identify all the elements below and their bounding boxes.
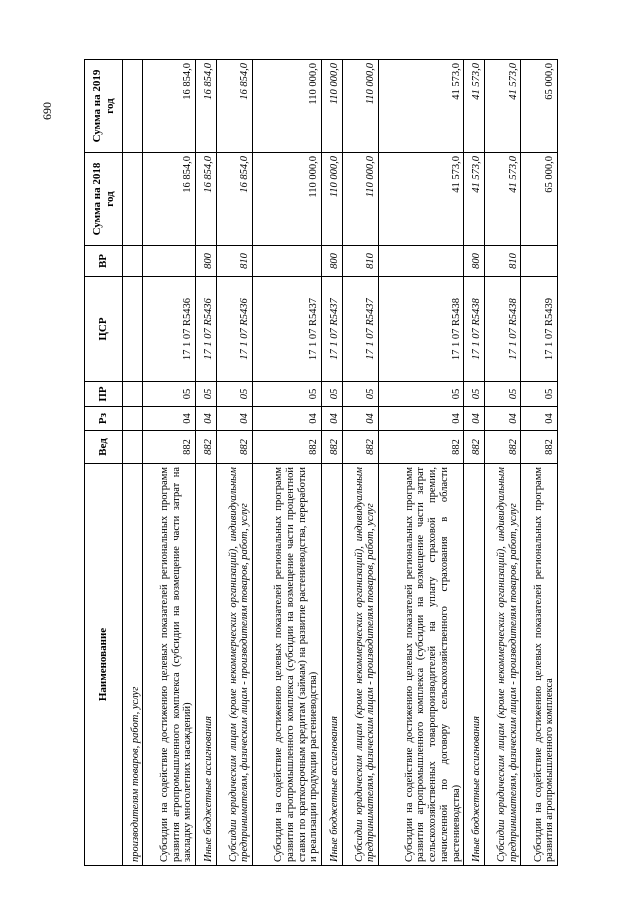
row-sum-2019: 16 854,0 <box>143 60 196 153</box>
row-csr: 17 1 07 R5437 <box>342 277 379 382</box>
row-rz: 04 <box>521 407 558 431</box>
row-pr: 05 <box>322 382 342 407</box>
table-row <box>196 60 216 866</box>
row-name: Субсидии на содействие достижению целевых показателей региональных программ развития агропромышленного комплекса <box>521 464 558 866</box>
row-csr <box>123 277 143 382</box>
row-ved: 882 <box>216 431 253 464</box>
row-ved: 882 <box>143 431 196 464</box>
row-name: Субсидии юридическим лицам (кроме некоммерческих организаций), индивидуальным предпринимателям, физическим лицам - производителям товаров, работ, услуг <box>216 464 253 866</box>
row-sum-2019: 41 573,0 <box>379 60 464 153</box>
row-rz: 04 <box>216 407 253 431</box>
row-ved: 882 <box>379 431 464 464</box>
row-sum-2019: 16 854,0 <box>216 60 253 153</box>
row-sum-2018: 16 854,0 <box>216 153 253 246</box>
row-name: Иные бюджетные ассигнования <box>322 464 342 866</box>
row-name: производителям товаров, работ, услуг <box>123 464 143 866</box>
row-pr: 05 <box>521 382 558 407</box>
row-vr <box>521 246 558 277</box>
row-name: Субсидии на содействие достижению целевых показателей региональных программ развития агропромышленного комплекса (субсидии на возмещение части процентной ставки по краткосрочным кредитам (займам) на развитие растениеводства, переработки и реализации продукции растениеводства) <box>253 464 322 866</box>
row-name: Субсидии на содействие достижению целевых показателей региональных программ развития агропромышленного комплекса (субсидии на возмещение части затрат сельскохозяйственных товаропроизводителей на уплату страховой премии, начисленной по договору сельскохозяйственного страхования в области растениеводства) <box>379 464 464 866</box>
header-ved: Вед <box>85 431 123 464</box>
row-pr: 05 <box>484 382 521 407</box>
row-csr: 17 1 07 R5437 <box>322 277 342 382</box>
row-sum-2018: 65 000,0 <box>521 153 558 246</box>
row-ved: 882 <box>521 431 558 464</box>
row-pr: 05 <box>143 382 196 407</box>
header-pr: ПР <box>85 382 123 407</box>
row-vr <box>253 246 322 277</box>
row-rz: 04 <box>143 407 196 431</box>
row-pr: 05 <box>253 382 322 407</box>
rotated-page-content <box>84 60 558 866</box>
row-pr <box>123 382 143 407</box>
row-sum-2018 <box>123 153 143 246</box>
row-sum-2019: 41 573,0 <box>484 60 521 153</box>
row-name: Иные бюджетные ассигнования <box>196 464 216 866</box>
row-sum-2019: 16 854,0 <box>196 60 216 153</box>
row-csr: 17 1 07 R5439 <box>521 277 558 382</box>
row-rz: 04 <box>379 407 464 431</box>
header-row <box>85 60 123 866</box>
table-row <box>123 60 143 866</box>
row-sum-2018: 16 854,0 <box>143 153 196 246</box>
row-csr: 17 1 07 R5438 <box>464 277 484 382</box>
row-ved: 882 <box>484 431 521 464</box>
row-csr: 17 1 07 R5437 <box>253 277 322 382</box>
row-vr: 810 <box>342 246 379 277</box>
row-ved: 882 <box>342 431 379 464</box>
row-name: Иные бюджетные ассигнования <box>464 464 484 866</box>
row-vr <box>379 246 464 277</box>
row-vr: 800 <box>464 246 484 277</box>
row-sum-2018: 41 573,0 <box>484 153 521 246</box>
row-sum-2018: 110 000,0 <box>253 153 322 246</box>
row-csr: 17 1 07 R5436 <box>196 277 216 382</box>
table-row <box>216 60 253 866</box>
table-row <box>484 60 521 866</box>
row-sum-2019: 65 000,0 <box>521 60 558 153</box>
row-rz: 04 <box>253 407 322 431</box>
header-sum-2019: Сумма на 2019 год <box>85 60 123 153</box>
header-rz: Рз <box>85 407 123 431</box>
table-row <box>322 60 342 866</box>
table-row <box>464 60 484 866</box>
row-vr: 800 <box>196 246 216 277</box>
row-csr: 17 1 07 R5436 <box>216 277 253 382</box>
row-vr: 810 <box>216 246 253 277</box>
row-vr <box>123 246 143 277</box>
row-sum-2018: 41 573,0 <box>379 153 464 246</box>
table-row <box>342 60 379 866</box>
row-csr: 17 1 07 R5438 <box>379 277 464 382</box>
table-row <box>143 60 196 866</box>
table-body <box>123 60 558 866</box>
page-number: 690 <box>40 102 54 120</box>
row-pr: 05 <box>379 382 464 407</box>
header-name: Наименование <box>85 464 123 866</box>
row-sum-2019: 41 573,0 <box>464 60 484 153</box>
row-rz <box>123 407 143 431</box>
row-sum-2018: 110 000,0 <box>342 153 379 246</box>
row-pr: 05 <box>216 382 253 407</box>
row-vr: 800 <box>322 246 342 277</box>
row-sum-2019: 110 000,0 <box>253 60 322 153</box>
row-vr: 810 <box>484 246 521 277</box>
header-sum-2018: Сумма на 2018 год <box>85 153 123 246</box>
row-sum-2019 <box>123 60 143 153</box>
row-ved: 882 <box>464 431 484 464</box>
row-rz: 04 <box>322 407 342 431</box>
row-name: Субсидии на содействие достижению целевых показателей региональных программ развития агропромышленного комплекса (субсидии на возмещение части затрат на закладку многолетних насаждений) <box>143 464 196 866</box>
row-csr: 17 1 07 R5438 <box>484 277 521 382</box>
row-sum-2018: 41 573,0 <box>464 153 484 246</box>
row-rz: 04 <box>464 407 484 431</box>
row-sum-2018: 16 854,0 <box>196 153 216 246</box>
table-row <box>521 60 558 866</box>
row-pr: 05 <box>342 382 379 407</box>
row-ved: 882 <box>253 431 322 464</box>
budget-table <box>84 59 558 866</box>
row-rz: 04 <box>484 407 521 431</box>
table-row <box>253 60 322 866</box>
row-rz: 04 <box>196 407 216 431</box>
row-pr: 05 <box>196 382 216 407</box>
header-csr: ЦСР <box>85 277 123 382</box>
row-ved: 882 <box>322 431 342 464</box>
row-sum-2019: 110 000,0 <box>322 60 342 153</box>
table-row <box>379 60 464 866</box>
header-vr: ВР <box>85 246 123 277</box>
row-name: Субсидии юридическим лицам (кроме некоммерческих организаций), индивидуальным предпринимателям, физическим лицам - производителям товаров, работ, услуг <box>342 464 379 866</box>
row-ved <box>123 431 143 464</box>
row-rz: 04 <box>342 407 379 431</box>
row-csr: 17 1 07 R5436 <box>143 277 196 382</box>
row-sum-2019: 110 000,0 <box>342 60 379 153</box>
row-pr: 05 <box>464 382 484 407</box>
row-vr <box>143 246 196 277</box>
row-sum-2018: 110 000,0 <box>322 153 342 246</box>
row-ved: 882 <box>196 431 216 464</box>
row-name: Субсидии юридическим лицам (кроме некоммерческих организаций), индивидуальным предпринимателям, физическим лицам - производителям товаров, работ, услуг <box>484 464 521 866</box>
